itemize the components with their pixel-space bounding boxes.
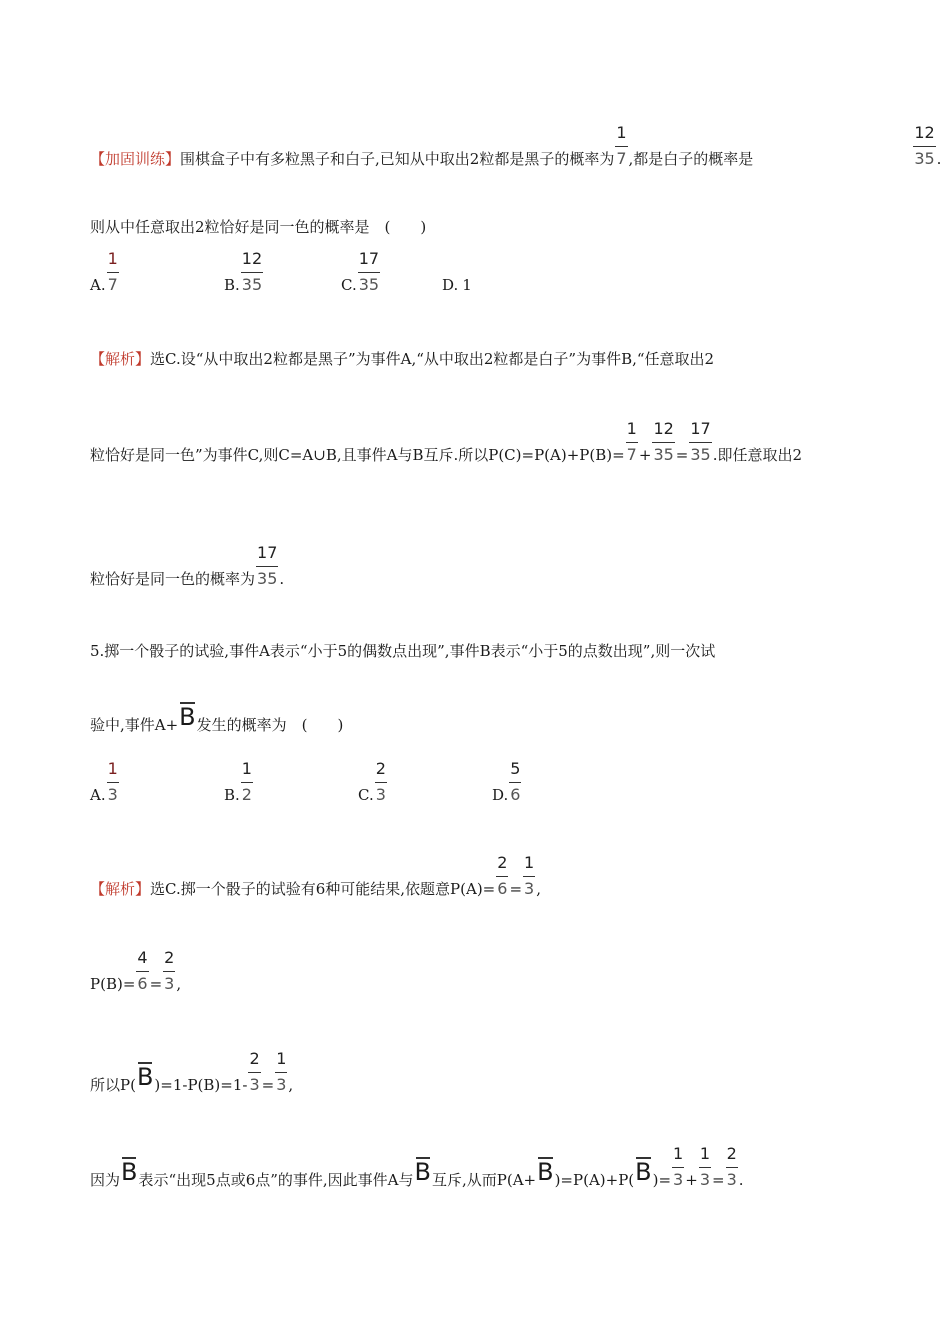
q5-option-c[interactable]: C. $\frac{2}{3}$ (358, 759, 386, 804)
q5-solution-line1: 【解析】 选C.掷一个骰子的试验有6种可能结果,依题意P(A)= $\frac{2}{6}$ = $\frac{1}{3}$ , (90, 853, 541, 898)
b-complement: B (179, 703, 196, 731)
q4-stem-line1 (90, 123, 942, 168)
q4-text2: ,都是白子的概率是 (628, 150, 754, 168)
q5-solution-line4: 因为 B 表示“出现5点或6点”的事件,因此事件A与 B 互斥,从而P(A+ B )=P(A)+P( B )= $\frac{1}{3}$ + $\frac{1}{3}$ = $\frac{2}{3}$ . (90, 1144, 744, 1189)
b-complement: B (414, 1158, 431, 1186)
q4-option-a[interactable]: A. $\frac{1}{7}$ (90, 249, 118, 294)
q4-solution-line2: 粒恰好是同一色”为事件C,则C=A∪B,且事件A与B互斥.所以P(C)=P(A)+P(B)= $\frac{1}{7}$ + $\frac{12}{35}$ = $\frac{17}{35}$ .即任意取出2 (90, 419, 803, 464)
q5-option-b[interactable]: B. $\frac{1}{2}$ (224, 759, 252, 804)
q5-stem-line1: 5.掷一个骰子的试验,事件A表示“小于5的偶数点出现”,事件B表示“小于5的点数出现”,则一次试 (90, 642, 716, 660)
b-complement: B (635, 1158, 652, 1186)
fraction: $\frac{4}{6}$ (137, 948, 148, 993)
fraction: $\frac{1}{3}$ (107, 759, 118, 804)
fraction: $\frac{2}{3}$ (375, 759, 386, 804)
b-complement: B (121, 1158, 138, 1186)
fraction: $\frac{12}{35}$ (241, 249, 263, 294)
q5-solution-line3: 所以P( B )=1-P(B)=1- $\frac{2}{3}$ = $\frac{1}{3}$ , (90, 1049, 294, 1094)
q4-solution-line3: 粒恰好是同一色的概率为 $\frac{17}{35}$ . (90, 543, 285, 588)
fraction: $\frac{17}{35}$ (358, 249, 380, 294)
q4-option-d[interactable]: D. 1 (442, 276, 472, 294)
q5-option-a[interactable]: A. $\frac{1}{3}$ (90, 759, 118, 804)
fraction: $\frac{1}{7}$ (107, 249, 118, 294)
fraction: $\frac{1}{3}$ (673, 1144, 684, 1189)
q4-stem-line2: 则从中任意取出2粒恰好是同一色的概率是 ( ) (90, 218, 427, 236)
fraction: $\frac{1}{2}$ (241, 759, 252, 804)
solution-tag: 【解析】 (90, 350, 151, 368)
fraction: $\frac{2}{6}$ (497, 853, 508, 898)
fraction: $\frac{17}{35}$ (257, 543, 278, 588)
fraction: $\frac{1}{3}$ (524, 853, 535, 898)
fraction: $\frac{17}{35}$ (690, 419, 711, 464)
fraction-white-prob: $\frac{12}{35}$ (914, 123, 935, 168)
q4-solution-line1: 【解析】 选C.设“从中取出2粒都是黑子”为事件A,“从中取出2粒都是白子”为事件B,“任意取出2 (90, 350, 715, 368)
q4-text1: 围棋盒子中有多粒黑子和白子,已知从中取出2粒都是黑子的概率为 (180, 150, 615, 168)
fraction: $\frac{12}{35}$ (653, 419, 674, 464)
solution-tag: 【解析】 (90, 880, 151, 898)
q4-option-c[interactable]: C. $\frac{17}{35}$ (341, 249, 380, 294)
q5-solution-line2: P(B)= $\frac{4}{6}$ = $\frac{2}{3}$ , (90, 948, 182, 993)
q4-option-b[interactable]: B. $\frac{12}{35}$ (224, 249, 263, 294)
reinforcement-tag: 【加固训练】 (90, 150, 181, 168)
q4-text3: . (936, 150, 942, 168)
fraction: $\frac{2}{3}$ (726, 1144, 737, 1189)
fraction: $\frac{5}{6}$ (510, 759, 521, 804)
b-complement: B (537, 1158, 554, 1186)
fraction: $\frac{2}{3}$ (249, 1049, 260, 1094)
fraction-black-prob: $\frac{1}{7}$ (616, 123, 627, 168)
fraction: $\frac{1}{3}$ (699, 1144, 710, 1189)
fraction: $\frac{2}{3}$ (164, 948, 175, 993)
q5-stem-line2: 验中,事件A+ B 发生的概率为 ( ) (90, 703, 344, 734)
q5-option-d[interactable]: D. $\frac{5}{6}$ (492, 759, 521, 804)
fraction: $\frac{1}{3}$ (276, 1049, 287, 1094)
b-complement: B (136, 1063, 154, 1091)
fraction: $\frac{1}{7}$ (626, 419, 637, 464)
